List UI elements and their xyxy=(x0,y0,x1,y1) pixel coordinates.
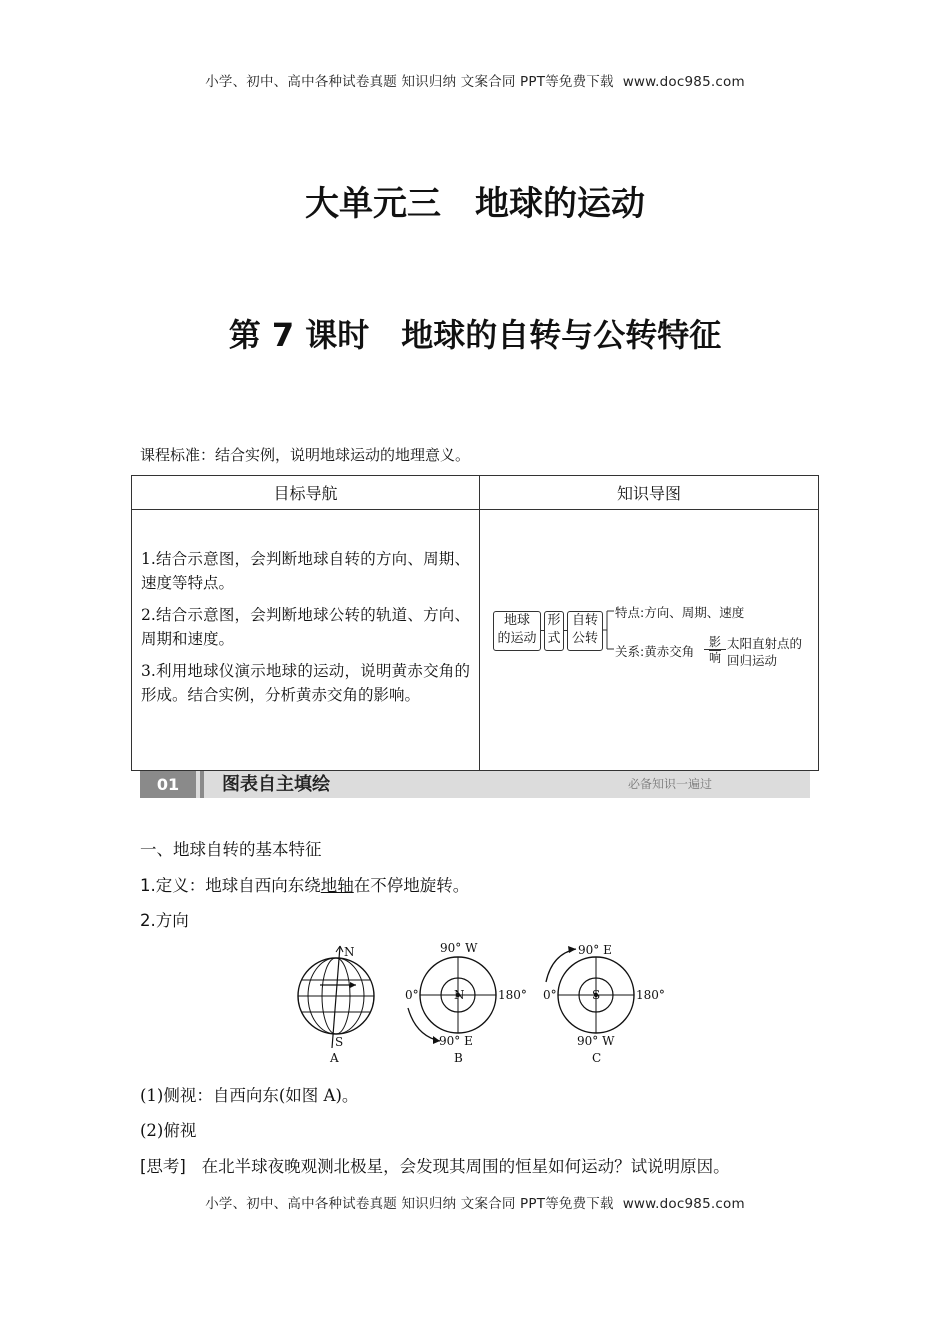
figure-c-top: 90° E xyxy=(578,943,612,957)
section-subtitle: 必备知识一遍过 xyxy=(627,777,712,791)
figure-a-south: S xyxy=(335,1035,344,1049)
mindmap-influence: 影 响 xyxy=(709,635,722,665)
figure-a-globe xyxy=(298,945,374,1065)
figure-c-bottom: 90° W xyxy=(577,1034,615,1048)
goal-item-1: 1.结合示意图，会判断地球自转的方向、周期、速度等特点。 xyxy=(141,550,470,592)
unit-title: 大单元三 地球的运动 xyxy=(305,184,645,224)
mindmap-feature: 特点:方向、周期、速度 xyxy=(615,605,745,620)
figure-b-top: 90° W xyxy=(440,941,478,955)
figure-a-north: N xyxy=(344,945,355,959)
knowledge-mindmap xyxy=(481,511,817,769)
direction-heading: 2.方向 xyxy=(140,911,189,930)
figure-b-right: 180° xyxy=(498,988,527,1002)
side-view-text: (1)侧视：自西向东(如图 A)。 xyxy=(140,1086,359,1105)
think-question xyxy=(140,1153,730,1177)
header-text: 小学、初中、高中各种试卷真题 知识归纳 文案合同 PPT等免费下载 xyxy=(205,74,614,90)
figure-b-center: N xyxy=(454,988,465,1002)
course-standard: 课程标准：结合实例，说明地球运动的地理意义。 xyxy=(140,446,471,464)
axis-term: 地轴 xyxy=(320,876,354,895)
mindmap-root: 地球 的运动 xyxy=(493,611,541,651)
think-text: 在北半球夜晚观测北极星，会发现其周围的恒星如何运动？试说明原因。 xyxy=(201,1157,730,1176)
goal-cell xyxy=(132,510,480,771)
goal-table xyxy=(131,475,819,771)
header-url[interactable]: www.doc985.com xyxy=(622,74,745,90)
footer-url[interactable]: www.doc985.com xyxy=(622,1196,745,1212)
rotation-figure xyxy=(290,938,670,1066)
definition-line: 1.定义：地球自西向东绕地轴在不停地旋转。 xyxy=(140,876,470,895)
lesson-title: 第 7 课时 地球的自转与公转特征 xyxy=(228,316,722,354)
heading-rotation: 一、地球自转的基本特征 xyxy=(140,840,322,859)
figure-b-caption: B xyxy=(454,1051,463,1065)
section-label: 图表自主填绘 xyxy=(222,774,330,795)
figure-a-caption: A xyxy=(330,1051,339,1065)
mindmap-relation: 关系:黄赤交角 xyxy=(615,644,695,659)
mindmap-bracket xyxy=(601,601,615,659)
think-tag: [思考] xyxy=(140,1157,186,1176)
mindmap-form: 形 式 xyxy=(544,611,564,651)
section-band xyxy=(140,771,810,798)
mindmap-result: 太阳直射点的 回归运动 xyxy=(727,636,803,668)
figure-b-left: 0° xyxy=(405,988,419,1002)
goal-item-3: 3.利用地球仪演示地球的运动，说明黄赤交角的形成。结合实例，分析黄赤交角的影响。 xyxy=(141,662,470,704)
figure-c-caption: C xyxy=(592,1051,602,1065)
figure-c-left: 0° xyxy=(543,988,557,1002)
figure-c-center: S xyxy=(592,988,601,1002)
mindmap-cell xyxy=(480,510,819,771)
goal-header: 目标导航 xyxy=(132,476,480,510)
goal-item-2: 2.结合示意图，会判断地球公转的轨道、方向、周期和速度。 xyxy=(141,606,470,648)
page-footer xyxy=(0,1192,950,1212)
figure-b-polar xyxy=(405,941,527,1065)
figure-c-polar xyxy=(543,943,665,1065)
mindmap-header: 知识导图 xyxy=(480,476,819,510)
footer-text: 小学、初中、高中各种试卷真题 知识归纳 文案合同 PPT等免费下载 xyxy=(205,1196,614,1212)
top-view-text: (2)俯视 xyxy=(140,1121,197,1140)
section-number: 01 xyxy=(140,771,196,798)
page-header xyxy=(0,70,950,90)
mindmap-branch: 自转 公转 xyxy=(567,611,603,651)
figure-b-bottom: 90° E xyxy=(439,1034,473,1048)
figure-c-right: 180° xyxy=(636,988,665,1002)
